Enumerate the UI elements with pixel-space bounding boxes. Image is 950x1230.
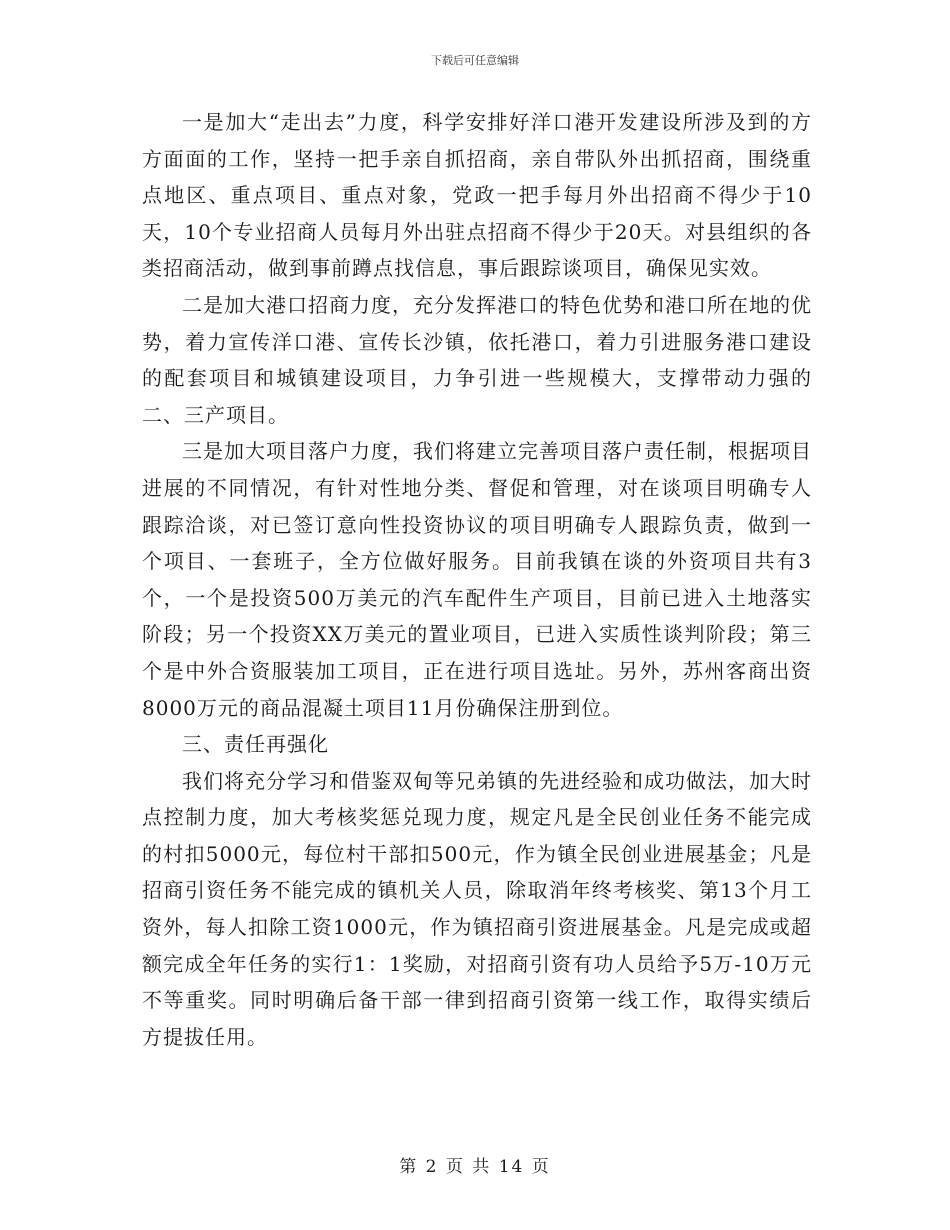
paragraph-4: 我们将充分学习和借鉴双甸等兄弟镇的先进经验和成功做法，加大时点控制力度，加大考核奖惩兑现力度，规定凡是全民创业任务不能完成的村扣5000元，每位村干部扣500元，作为镇全民创业进展基金；凡是招商引资任务不能完成的镇机关人员，除取消年终考核奖、第13个月工资外，每人扣除工资1000元，作为镇招商引资进展基金。凡是完成或超额完成全年任务的实行1：1奖励，对招商引资有功人员给予5万-10万元不等重奖。同时明确后备干部一律到招商引资第一线工作，取得实绩后方提拔任用。: [142, 768, 812, 1049]
paragraph-2: 二是加大港口招商力度，充分发挥港口的特色优势和港口所在地的优势，着力宣传洋口港、宣传长沙镇，依托港口，着力引进服务港口建设的配套项目和城镇建设项目，力争引进一些规模大，支撑带动力强的二、三产项目。: [142, 292, 812, 427]
section-heading: 三、责任再强化: [182, 732, 329, 757]
page-number: 第 2 页 共 14 页: [399, 1157, 551, 1177]
page-header: 下载后可任意编辑: [431, 54, 519, 67]
paragraph-3: 三是加大项目落户力度，我们将建立完善项目落户责任制，根据项目进展的不同情况，有针对性地分类、督促和管理，对在谈项目明确专人跟踪洽谈，对已签订意向性投资协议的项目明确专人跟踪负责，做到一个项目、一套班子，全方位做好服务。目前我镇在谈的外资项目共有3个，一个是投资500万美元的汽车配件生产项目，目前已进入土地落实阶段；另一个投资XX万美元的置业项目，已进入实质性谈判阶段；第三个是中外合资服装加工项目，正在进行项目选址。另外，苏州客商出资8000万元的商品混凝土项目11月份确保注册到位。: [142, 439, 812, 720]
paragraph-1: 一是加大“走出去”力度，科学安排好洋口港开发建设所涉及到的方方面面的工作，坚持一把手亲自抓招商，亲自带队外出抓招商，围绕重点地区、重点项目、重点对象，党政一把手每月外出招商不得少于10天，10个专业招商人员每月外出驻点招商不得少于20天。对县组织的各类招商活动，做到事前蹲点找信息，事后跟踪谈项目，确保见实效。: [142, 110, 812, 281]
document-body: [142, 104, 812, 1055]
